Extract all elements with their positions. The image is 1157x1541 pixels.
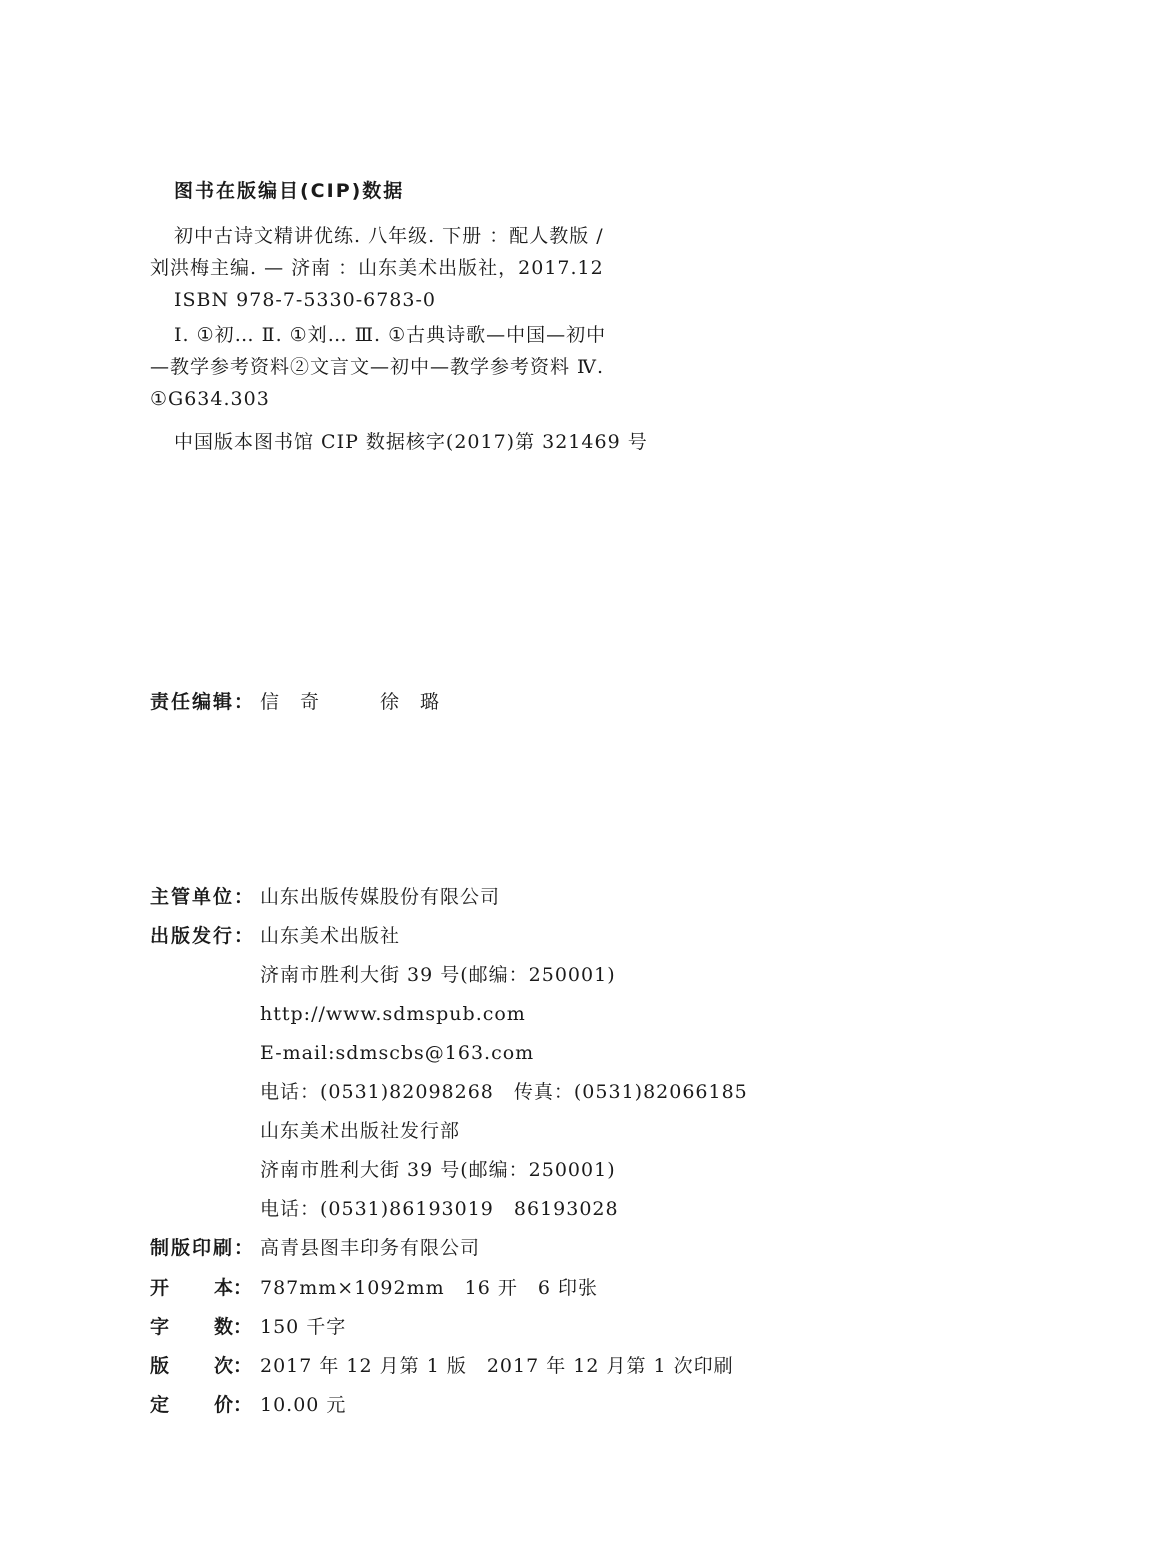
format-label-char2: 本： xyxy=(214,1277,253,1299)
publisher-label: 出版发行： xyxy=(150,925,256,947)
words-label-char1: 字 xyxy=(150,1316,170,1338)
editors-value: 信 奇 徐 璐 xyxy=(260,691,441,713)
format-label-char1: 开 xyxy=(150,1277,170,1299)
printer-label: 制版印刷： xyxy=(150,1237,256,1259)
cip-entry-line1: 初中古诗文精讲优练. 八年级. 下册 ：配人教版 / xyxy=(174,225,604,247)
cip-entry-line2: 刘洪梅主编. — 济南 ：山东美术出版社，2017.12 xyxy=(150,257,604,279)
supervisor-label: 主管单位： xyxy=(150,886,256,908)
cip-isbn: ISBN 978-7-5330-6783-0 xyxy=(174,289,436,311)
publisher-website: http://www.sdmspub.com xyxy=(260,1003,526,1025)
cip-subject-line1: Ⅰ. ①初… Ⅱ. ①刘… Ⅲ. ①古典诗歌—中国—初中 xyxy=(174,324,607,346)
printer-value: 高青县图丰印务有限公司 xyxy=(260,1237,481,1259)
price-label-char2: 价： xyxy=(214,1394,253,1416)
publisher-phone-fax: 电话：(0531)82098268 传真：(0531)82066185 xyxy=(260,1081,748,1103)
words-label-char2: 数： xyxy=(214,1316,253,1338)
publisher-value: 山东美术出版社 xyxy=(260,925,401,947)
cip-core-number: 中国版本图书馆 CIP 数据核字(2017)第 321469 号 xyxy=(174,431,648,453)
price-value: 10.00 元 xyxy=(260,1394,347,1416)
format-value: 787mm×1092mm 16 开 6 印张 xyxy=(260,1277,598,1299)
supervisor-value: 山东出版传媒股份有限公司 xyxy=(260,886,501,908)
publisher-address1: 济南市胜利大街 39 号(邮编：250001) xyxy=(260,964,616,986)
cip-subject-line2: —教学参考资料②文言文—初中—教学参考资料 Ⅳ. xyxy=(150,356,605,378)
distribution-phone: 电话：(0531)86193019 86193028 xyxy=(260,1198,619,1220)
publisher-email: E-mail:sdmscbs@163.com xyxy=(260,1042,535,1064)
edition-label-char2: 次： xyxy=(214,1355,253,1377)
edition-value: 2017 年 12 月第 1 版 2017 年 12 月第 1 次印刷 xyxy=(260,1355,734,1377)
edition-label-char1: 版 xyxy=(150,1355,170,1377)
cip-subject-line3: ①G634.303 xyxy=(150,388,270,410)
cip-heading: 图书在版编目(CIP)数据 xyxy=(174,180,405,202)
editors-label: 责任编辑： xyxy=(150,691,256,713)
words-value: 150 千字 xyxy=(260,1316,347,1338)
distribution-address: 济南市胜利大街 39 号(邮编：250001) xyxy=(260,1159,616,1181)
price-label-char1: 定 xyxy=(150,1394,170,1416)
distribution-dept: 山东美术出版社发行部 xyxy=(260,1120,461,1142)
